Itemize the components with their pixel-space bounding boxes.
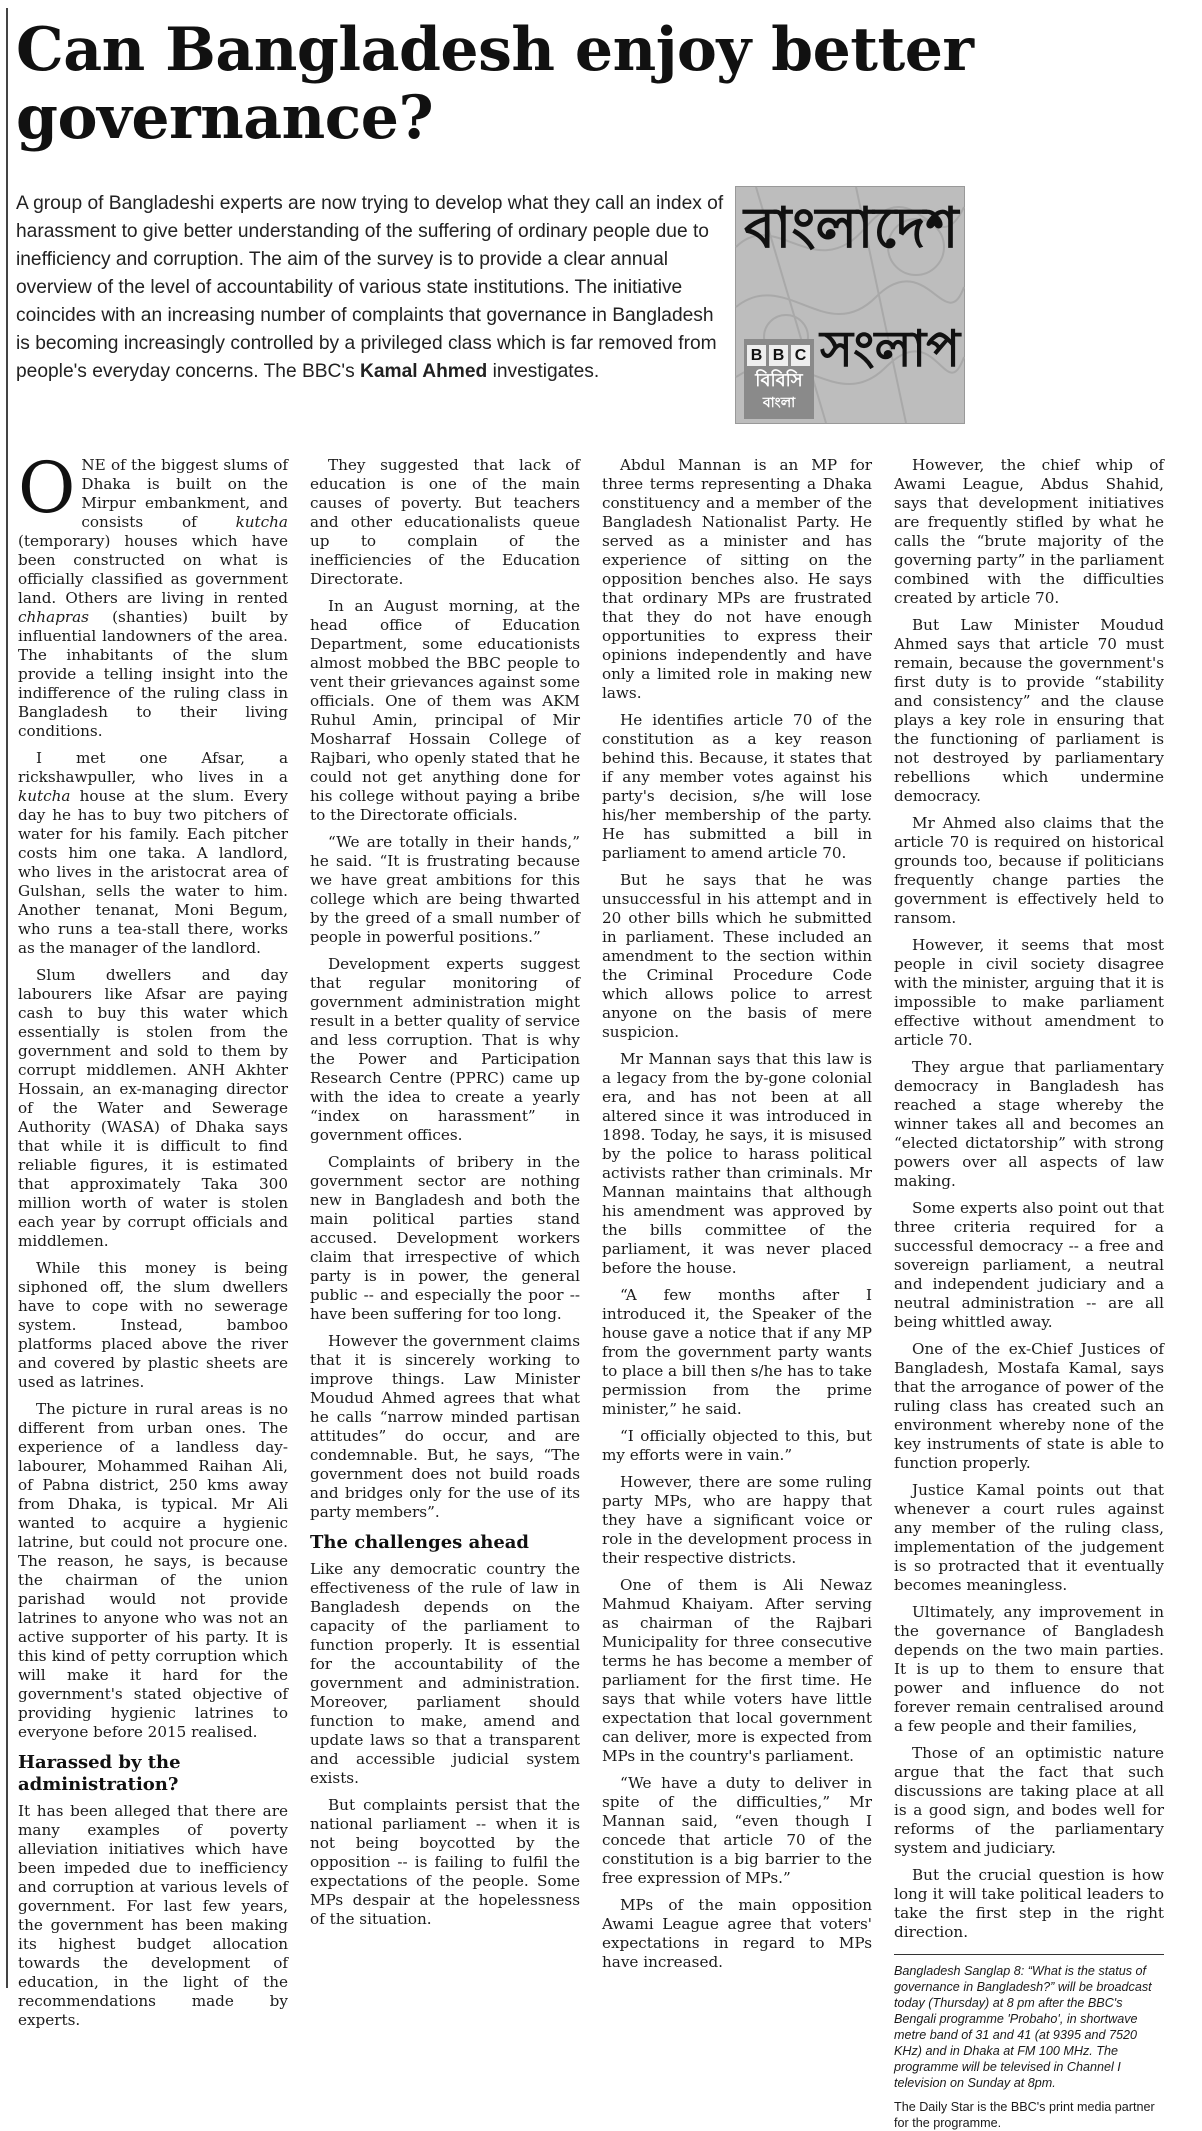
paragraph: Abdul Mannan is an MP for three terms representing a Dhaka constituency and a member of the Bangladesh Nationalist Party. He served as a minister and has experience of sitting on the opposition benches also. He says that ordinary MPs are frustrated that they do not have enough opportunities to express their opinions independently and have only a limited role in making new laws. <box>602 456 872 702</box>
paragraph: But he says that he was unsuccessful in his attempt and in 20 other bills which he submitted in parliament. These included an amendment to the section within the Criminal Procedure Code which allows police to arrest anyone on the basis of mere suspicion. <box>602 871 872 1041</box>
intro-standfirst <box>16 190 728 386</box>
note-divider <box>894 1954 1164 1955</box>
paragraph: ONE of the biggest slums of Dhaka is built on the Mirpur embankment, and consists of kutcha (temporary) houses which have been constructed on what is officially classified as government land. Others are living in rented chhapras (shanties) built by influential landowners of the area. The inhabitants of the slum provide a telling insight into the indifference of the ruling class in Bangladesh to their living conditions. <box>18 447 288 740</box>
article-column-4 <box>894 456 1164 2130</box>
paragraph: But Law Minister Moudud Ahmed says that article 70 must remain, because the government's first duty is to provide “stability and consistency” and the clause plays a key role in ensuring that the functioning of parliament is not destroyed by parliamentary rebellions which undermine democracy. <box>894 616 1164 805</box>
paragraph: However, it seems that most people in civil society disagree with the minister, arguing that it is impossible to make parliament effective without amendment to article 70. <box>894 936 1164 1049</box>
paragraph: The picture in rural areas is no different from urban ones. The experience of a landless day-labourer, Mohammed Raihan Ali, of Pabna district, 250 kms away from Dhaka, is typical. Mr Ali wanted to acquire a hygienic latrine, but could not procure one. The reason, he says, is because the chairman of the union parishad would not provide latrines to anyone who was not an active supporter of his party. It is this kind of petty corruption which will make it hard for the government's stated objective of providing hygienic latrines to everyone before 2015 realised. <box>18 1400 288 1741</box>
bbc-letter-b1: B <box>747 345 766 366</box>
paragraph: Justice Kamal points out that whenever a court rules against any member of the ruling class, implementation of the judgement is so protracted that it eventually becomes meaningless. <box>894 1481 1164 1594</box>
logo-bengali-line-1: বাংলাদেশ <box>744 196 959 261</box>
bangladesh-sanglap-logo <box>735 186 965 424</box>
bbc-bengali-name: বিবিসি <box>755 370 803 391</box>
paragraph: “A few months after I introduced it, the Speaker of the house gave a notice that if any MP from the government party wants to place a bill then s/he has to take permission from the prime minister,” he said. <box>602 1286 872 1418</box>
drop-cap: O <box>18 447 76 529</box>
paragraph: While this money is being siphoned off, the slum dwellers have to cope with no sewerage system. Instead, bamboo platforms placed above the river and covered by plastic sheets are used as latrines. <box>18 1259 288 1391</box>
paragraph: Ultimately, any improvement in the governance of Bangladesh depends on the two main parties. It is up to them to ensure that power and influence do not forever remain centralised around a few people and their families, <box>894 1603 1164 1735</box>
bbc-bangla-badge <box>744 339 814 419</box>
intro-text-end: investigates. <box>487 361 600 382</box>
intro-text: A group of Bangladeshi experts are now trying to develop what they call an index of harassment to give better understanding of the suffering of ordinary people due to inefficiency and corruption. The aim of the survey is to provide a clear annual overview of the level of accountability of various state institutions. The initiative coincides with an increasing number of complaints that governance in Bangladesh is becoming increasingly controlled by a privileged class which is far removed from people's everyday concerns. The BBC's <box>16 193 724 382</box>
article-column-2 <box>310 456 580 1986</box>
paragraph: Development experts suggest that regular monitoring of government administration might result in a better quality of service and less corruption. That is why the Power and Participation Research Centre (PPRC) came up with the idea to create a yearly “index on harassment” in government offices. <box>310 955 580 1144</box>
paragraph: It has been alleged that there are many examples of poverty alleviation initiatives which have been impeded due to inefficiency and corruption at various levels of government. For last few years, the government has been making its highest budget allocation towards the development of education, in the light of the recommendations made by experts. <box>18 1802 288 2029</box>
paragraph: Slum dwellers and day labourers like Afsar are paying cash to buy this water which essentially is stolen from the government and sold to them by corrupt middlemen. ANH Akhter Hossain, an ex-managing director of the Water and Sewerage Authority (WASA) of Dhaka says that while it is difficult to find reliable figures, it is estimated that approximately Taka 300 million worth of water is stolen each year by corrupt officials and middlemen. <box>18 966 288 1250</box>
paragraph: Those of an optimistic nature argue that the fact that such discussions are taking place at all is a good sign, and bodes well for reforms of the parliamentary system and judiciary. <box>894 1744 1164 1857</box>
paragraph: They argue that parliamentary democracy in Bangladesh has reached a stage whereby the winner takes all and becomes an “elected dictatorship” with strong powers over all aspects of law making. <box>894 1058 1164 1190</box>
paragraph: They suggested that lack of education is one of the main causes of poverty. But teachers and other educationalists queue up to complain of the inefficiencies of the Education Directorate. <box>310 456 580 588</box>
paragraph: However the government claims that it is sincerely working to improve things. Law Minister Moudud Ahmed agrees that what he calls “narrow minded partisan attitudes” do occur, and are condemnable. But, he says, “The government does not build roads and bridges only for the use of its party members”. <box>310 1332 580 1521</box>
partner-note: The Daily Star is the BBC's print media partner for the programme. <box>894 2100 1155 2130</box>
bbc-letter-c: C <box>791 345 810 366</box>
page-left-rule <box>6 8 8 1988</box>
paragraph: “I officially objected to this, but my efforts were in vain.” <box>602 1427 872 1464</box>
paragraph: Complaints of bribery in the government sector are nothing new in Bangladesh and both the main political parties stand accused. Development workers claim that irrespective of which party is in power, the general public -- and especially the poor -- have been suffering for too long. <box>310 1153 580 1323</box>
paragraph: Mr Ahmed also claims that the article 70 is required on historical grounds too, because if politicians frequently change parties the government is effectively held to ransom. <box>894 814 1164 927</box>
subheading-harassed: Harassed by the administration? <box>18 1752 181 1795</box>
paragraph: In an August morning, at the head office of Education Department, some educationists almost mobbed the BBC people to vent their grievances against some officials. One of them was AKM Ruhul Amin, principal of Mir Mosharraf Hossain College of Rajbari, who openly stated that he could not get anything done for his college without paying a bribe to the Directorate officials. <box>310 597 580 824</box>
article-column-3 <box>602 456 872 1986</box>
bbc-letter-b2: B <box>769 345 788 366</box>
broadcast-note: Bangladesh Sanglap 8: “What is the status of governance in Bangladesh?” will be broadcast today (Thursday) at 8 pm after the BBC's Bengali programme 'Probaho', in shortwave metre band of 31 and 41 (at 9395 and 7520 KHz) and in Dhaka at FM 100 MHz. The programme will be televised in Channel I television on Sunday at 8pm. <box>894 1964 1152 2090</box>
paragraph: However, the chief whip of Awami League, Abdus Shahid, says that development initiatives are frequently stifled by what he calls the “brute majority of the governing party” in the parliament combined with the difficulties created by article 70. <box>894 456 1164 607</box>
paragraph: I met one Afsar, a rickshawpuller, who lives in a kutcha house at the slum. Every day he has to buy two pitchers of water for his family. Each pitcher costs him one taka. A landlord, who lives in the aristocrat area of Gulshan, sells the water to him. Another tenanat, Moni Begum, who runs a tea-stall there, works as the manager of the landlord. <box>18 749 288 957</box>
paragraph: Some experts also point out that three criteria required for a successful democracy -- a free and sovereign parliament, a neutral and independent judiciary and a neutral administration -- are all being whittled away. <box>894 1199 1164 1331</box>
paragraph: MPs of the main opposition Awami League agree that voters' expectations in regard to MPs have increased. <box>602 1896 872 1971</box>
paragraph: But complaints persist that the national parliament -- when it is not being boycotted by the opposition -- is failing to fulfil the expectations of the people. Some MPs despair at the hopelessness of the situation. <box>310 1796 580 1928</box>
paragraph: He identifies article 70 of the constitution as a key reason behind this. Because, it states that if any member votes against his party's decision, s/he will lose his/her membership of the party. He has submitted a bill in parliament to amend article 70. <box>602 711 872 862</box>
paragraph: Like any democratic country the effectiveness of the rule of law in Bangladesh depends on the capacity of the parliament to function properly. It is essential for the accountability of the government and administration. Moreover, parliament should function to make, amend and update laws so that a transparent and accessible judicial system exists. <box>310 1560 580 1787</box>
paragraph: However, there are some ruling party MPs, who are happy that they have a significant voice or role in the development process in their respective districts. <box>602 1473 872 1567</box>
paragraph: One of the ex-Chief Justices of Bangladesh, Mostafa Kamal, says that the arrogance of power of the ruling class has created such an environment whereby none of the key instruments of state is able to function properly. <box>894 1340 1164 1472</box>
logo-bengali-line-2: সংলাপ <box>820 320 961 378</box>
paragraph: “We have a duty to deliver in spite of the difficulties,” Mr Mannan said, “even though I concede that article 70 of the constitution is a big barrier to the free expression of MPs.” <box>602 1774 872 1887</box>
paragraph: One of them is Ali Newaz Mahmud Khaiyam. After serving as chairman of the Rajbari Municipality for three consecutive terms he has become a member of parliament for the first time. He says that while voters have little expectation that local government can deliver, more is expected from MPs in the country's parliament. <box>602 1576 872 1765</box>
paragraph: Mr Mannan says that this law is a legacy from the by-gone colonial era, and has not been at all altered since it was introduced in 1898. Today, he says, it is misused by the police to harass political activists rather than criminals. Mr Mannan maintains that although his amendment was approved by the bills committee of the parliament, it was never placed before the house. <box>602 1050 872 1277</box>
bbc-bangla-label: বাংলা <box>762 395 796 411</box>
paragraph: But the crucial question is how long it will take political leaders to take the first step in the right direction. <box>894 1866 1164 1941</box>
article-column-1 <box>18 447 288 2029</box>
subheading-challenges: The challenges ahead <box>310 1532 530 1553</box>
intro-author: Kamal Ahmed <box>360 361 488 382</box>
paragraph: “We are totally in their hands,” he said. “It is frustrating because we have great ambitions for this college which are being thwarted by the greed of a small number of people in powerful positions.” <box>310 833 580 946</box>
headline: Can Bangladesh enjoy better governance? <box>16 15 974 153</box>
